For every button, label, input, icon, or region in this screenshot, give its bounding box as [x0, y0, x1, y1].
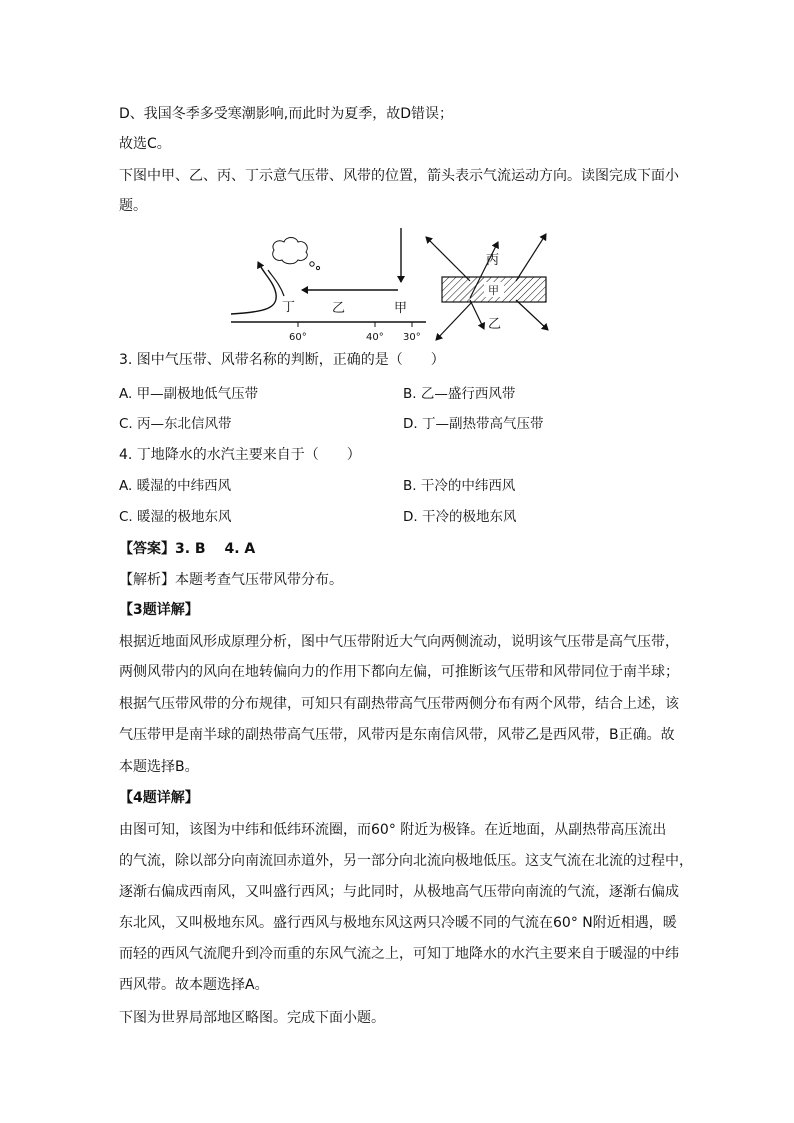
arrow-down-right: [516, 300, 548, 330]
intro-line-2: 题。: [119, 198, 147, 214]
tick-60: 60°: [289, 332, 307, 343]
q3-option-b[interactable]: B. 乙—盛行西风带: [403, 386, 516, 402]
conclusion-line: 故选C。: [119, 136, 171, 152]
answer-line: 【答案】3. B 4. A: [119, 541, 256, 557]
intro-line-1: 下图中甲、乙、丙、丁示意气压带、风带的位置，箭头表示气流运动方向。读图完成下面小: [119, 168, 679, 184]
cloud-icon: [273, 238, 320, 270]
arrow-up-right: [516, 234, 546, 281]
q3-option-c[interactable]: C. 丙—东北信风带: [119, 416, 232, 432]
tick-40: 40°: [366, 332, 384, 343]
arrow-down-mid: [470, 300, 484, 329]
detail-4-para: 由图可知，该图为中纬和低纬环流圈，而60° 附近为极锋。在近地面，从副热带高压流出: [119, 822, 667, 838]
question-4-stem: 4. 丁地降水的水汽主要来自于（ ）: [119, 447, 361, 463]
q3-option-d[interactable]: D. 丁—副热带高气压带: [403, 416, 544, 432]
detail-3-header: 【3题详解】: [119, 602, 199, 618]
detail-4-para: 东北风，又叫极地东风。盛行西风与极地东风这两只冷暖不同的气流在60° N附近相遇，暖: [119, 915, 677, 931]
detail-4-header: 【4题详解】: [119, 790, 199, 806]
label-yi-right: 乙: [488, 317, 502, 332]
q4-option-d[interactable]: D. 干冷的极地东风: [403, 509, 517, 525]
question-3-stem: 3. 图中气压带、风带名称的判断，正确的是（ ）: [119, 352, 445, 368]
detail-4-para: 而轻的西风气流爬升到冷而重的东风气流之上，可知丁地降水的水汽主要来自于暖湿的中纬: [119, 946, 679, 962]
q4-option-a[interactable]: A. 暖湿的中纬西风: [119, 478, 232, 494]
label-bing: 丙: [486, 253, 500, 268]
detail-4-para: 的气流，除以部分向南流回赤道外，另一部分向北流向极地低压。这支气流在北流的过程中，: [119, 853, 693, 869]
option-d-explanation: D、我国冬季多受寒潮影响,而此时为夏季，故D错误；: [119, 106, 454, 122]
label-jia: 甲: [394, 301, 408, 316]
q4-option-c[interactable]: C. 暖湿的极地东风: [119, 509, 232, 525]
detail-4-para: 西风带。故本题选择A。: [119, 977, 269, 993]
label-jia-box: 甲: [488, 284, 499, 297]
next-intro-line: 下图为世界局部地区略图。完成下面小题。: [119, 1010, 385, 1026]
detail-3-para: 根据气压带风带的分布规律，可知只有副热带高气压带两侧分布有两个风带，结合上述，该: [119, 696, 679, 712]
q3-option-a[interactable]: A. 甲—副极地低气压带: [119, 386, 259, 402]
detail-4-para: 逐渐右偏成西南风，又叫盛行西风；与此同时，从极地高气压带向南流的气流，逐渐右偏成: [119, 884, 679, 900]
detail-3-para: 气压带甲是南半球的副热带高气压带，风带丙是东南信风带，风带乙是西风带，B正确。故: [119, 727, 675, 743]
arrow-up-left: [426, 237, 470, 281]
detail-3-para: 本题选择B。: [119, 759, 199, 775]
label-ding: 丁: [282, 300, 296, 315]
arrow-down-left: [436, 302, 472, 340]
rising-airflow-arrow: [231, 262, 276, 314]
analysis-line: 【解析】本题考查气压带风带分布。: [119, 572, 343, 588]
pressure-belt-diagram: [226, 224, 556, 346]
tick-30: 30°: [403, 332, 421, 343]
detail-3-para: 根据近地面风形成原理分析，图中气压带附近大气向两侧流动，说明该气压带是高气压带，: [119, 634, 679, 650]
q4-option-b[interactable]: B. 干冷的中纬西风: [403, 478, 516, 494]
label-yi: 乙: [332, 301, 346, 316]
detail-3-para: 两侧风带内的风向在地转偏向力的作用下都向左偏，可推断该气压带和风带同位于南半球；: [119, 664, 679, 680]
